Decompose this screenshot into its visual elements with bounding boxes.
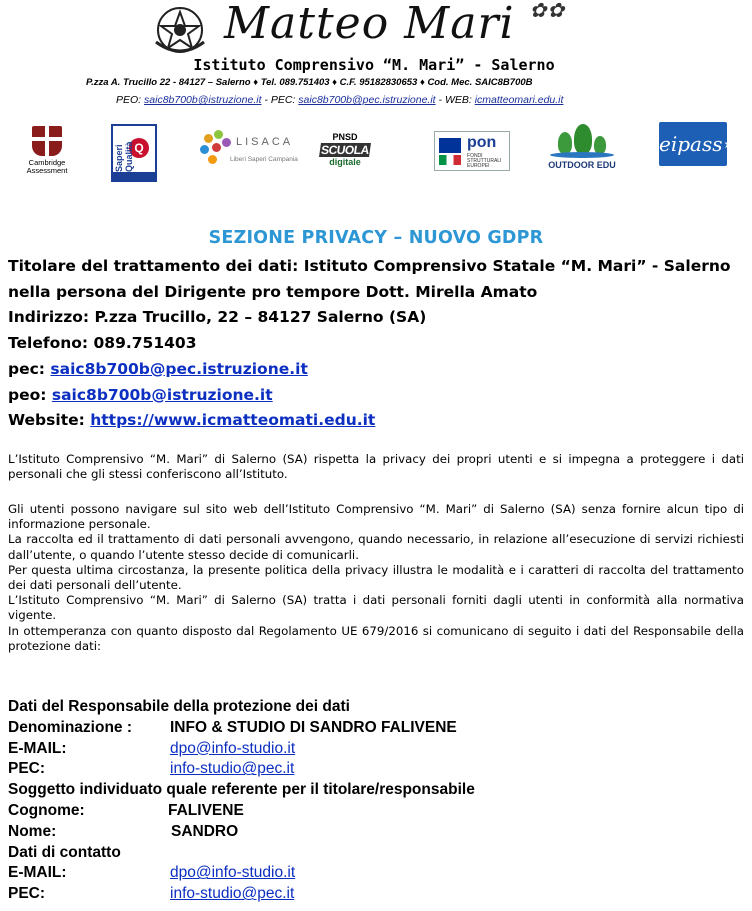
cambridge-assessment-logo: Cambridge Assessment bbox=[22, 126, 72, 180]
contact-email-row: E-MAIL: dpo@info-studio.it bbox=[8, 863, 475, 884]
controller-pec-row: pec: saic8b700b@pec.istruzione.it bbox=[8, 359, 308, 378]
letterhead-contacts bbox=[116, 94, 563, 106]
italy-flag-icon bbox=[439, 155, 461, 165]
dpo-email-link[interactable]: dpo@info-studio.it bbox=[170, 739, 296, 757]
controller-person: nella persona del Dirigente pro tempore Dott. Mirella Amato bbox=[8, 282, 538, 301]
dpo-denominazione: INFO & STUDIO DI SANDRO FALIVENE bbox=[170, 718, 457, 736]
eu-flag-icon bbox=[439, 138, 461, 153]
controller-info bbox=[8, 254, 731, 434]
eipass-logo: eipass★ bbox=[659, 122, 727, 166]
website-link[interactable]: icmatteomari.edu.it bbox=[474, 94, 564, 106]
pec-email-link[interactable]: saic8b700b@pec.istruzione.it bbox=[298, 94, 436, 106]
controller-address: Indirizzo: P.zza Trucillo, 22 – 84127 Salerno (SA) bbox=[8, 308, 427, 327]
controller-phone: Telefono: 089.751403 bbox=[8, 334, 197, 353]
dpo-email-row: E-MAIL: dpo@info-studio.it bbox=[8, 739, 475, 760]
dpo-pec-link[interactable]: info-studio@pec.it bbox=[170, 760, 295, 778]
peo-label: PEO: bbox=[116, 94, 142, 106]
referent-nome-row: Nome: SANDRO bbox=[8, 822, 475, 843]
controller-peo-link[interactable]: saic8b700b@istruzione.it bbox=[51, 385, 273, 404]
cambridge-shield-icon bbox=[32, 126, 62, 156]
peo-email-link[interactable]: saic8b700b@istruzione.it bbox=[144, 94, 262, 106]
saperi-qualita-logo: Q Saperi Qualità bbox=[111, 124, 157, 182]
contact-separator: - bbox=[435, 94, 445, 106]
republic-emblem-icon bbox=[150, 2, 210, 58]
dpo-denominazione-row: Denominazione : INFO & STUDIO DI SANDRO FALIVENE bbox=[8, 718, 475, 739]
controller-website-link[interactable]: https://www.icmatteomati.edu.it bbox=[90, 411, 376, 430]
privacy-details-paragraph: Gli utenti possono navigare sul sito web dell’Istituto Comprensivo “M. Mari” di Salerno (SA) senza fornire alcun tipo di informazione personale. La raccolta ed il trattamento di dati personali avvengono, quando necessario, in relazione all’esecuzione di servizi richiesti dall’utente, o quando l’utente stesso decide di comunicarli. Per questa ultima circostanza, la presente politica della privacy illustra le modalità e i caratteri di raccolta del trattamento dei dati personali dell’utente. L’Istituto Comprensivo “M. Mari” di Salerno (SA) tratta i dati personali forniti dagli utenti in conformità alla normativa vigente. In ottemperanza con quanto disposto dal Regolamento UE 679/2016 si comunicano di seguito i dati del Responsabile della protezione dati: bbox=[8, 502, 744, 653]
contact-separator: - bbox=[261, 94, 271, 106]
pnsd-scuola-digitale-logo: PNSD SCUOLA digitale bbox=[320, 132, 370, 167]
dpo-pec-row: PEC: info-studio@pec.it bbox=[8, 759, 475, 780]
web-label: WEB: bbox=[444, 94, 472, 106]
referent-nome: SANDRO bbox=[171, 822, 239, 840]
contact-heading: Dati di contatto bbox=[8, 843, 121, 861]
referent-cognome-row: Cognome: FALIVENE bbox=[8, 801, 475, 822]
lisaca-logo: LISACA Liberi Saperi Campania bbox=[200, 130, 286, 170]
controller-pec-link[interactable]: saic8b700b@pec.istruzione.it bbox=[50, 359, 308, 378]
controller-website-row: Website: https://www.icmatteomati.edu.it bbox=[8, 411, 376, 430]
privacy-intro-paragraph: L’Istituto Comprensivo “M. Mari” di Salerno (SA) rispetta la privacy dei propri utenti e si impegna a proteggere i dati personali che gli stessi conferiscono all’Istituto. bbox=[8, 452, 744, 482]
controller-peo-row: peo: saic8b700b@istruzione.it bbox=[8, 385, 273, 404]
pec-label: PEC: bbox=[270, 94, 296, 106]
school-address-line: P.zza A. Trucillo 22 - 84127 – Salerno ♦ Tel. 089.751403 ♦ C.F. 95182830653 ♦ Cod. Mec. SAIC8B700B bbox=[86, 77, 533, 88]
dpo-section bbox=[8, 697, 475, 905]
contact-email-link[interactable]: dpo@info-studio.it bbox=[170, 864, 296, 882]
quality-q-icon: Q bbox=[129, 138, 149, 158]
outdoor-edu-logo: OUTDOOR EDU bbox=[544, 124, 620, 174]
pon-fondi-europei-logo: pon FONDI STRUTTURALI EUROPEI bbox=[434, 131, 510, 171]
trees-icon bbox=[544, 124, 620, 156]
contact-pec-link[interactable]: info-studio@pec.it bbox=[170, 885, 295, 903]
school-name: Istituto Comprensivo “M. Mari” - Salerno bbox=[193, 56, 555, 74]
referent-cognome: FALIVENE bbox=[168, 801, 244, 819]
dpo-heading: Dati del Responsabile della protezione dei dati bbox=[8, 698, 350, 715]
referent-heading: Soggetto individuato quale referente per il titolare/responsabile bbox=[8, 781, 475, 799]
privacy-section-title: SEZIONE PRIVACY – NUOVO GDPR bbox=[208, 228, 544, 248]
school-brand-logo: Matteo Mari ✿✿ bbox=[224, 0, 566, 49]
controller-line: Titolare del trattamento dei dati: Istituto Comprensivo Statale “M. Mari” - Salerno bbox=[8, 257, 731, 275]
star-icon: ★ bbox=[722, 137, 734, 151]
contact-pec-row: PEC: info-studio@pec.it bbox=[8, 884, 475, 905]
